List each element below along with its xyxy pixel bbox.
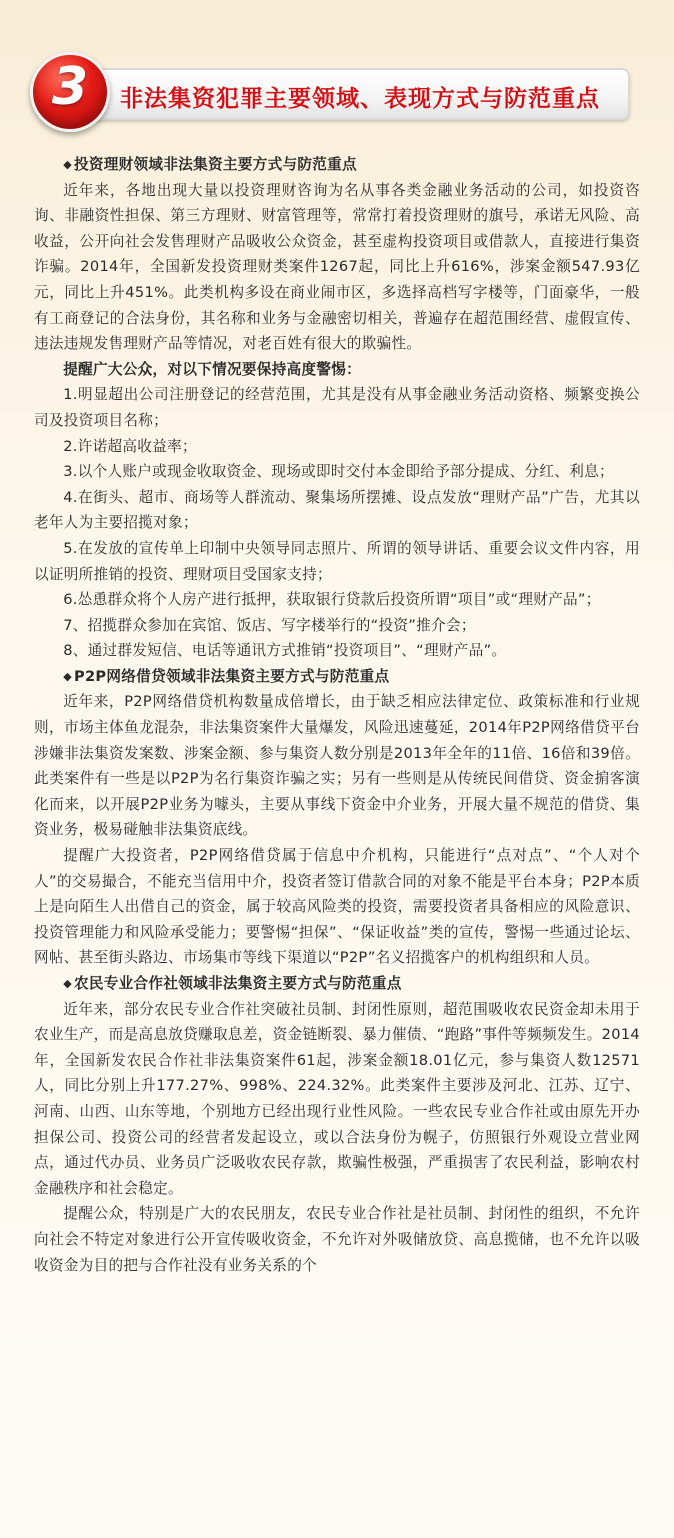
number-badge [30, 52, 110, 132]
subsection-heading [34, 152, 640, 178]
warning-item: 5.在发放的宣传单上印制中央领导同志照片、所谓的领导讲话、重要会议文件内容，用以证明所推销的投资、理财项目受国家支持； [34, 539, 640, 583]
paragraph: 近年来，P2P网络借贷机构数量成倍增长，由于缺乏相应法律定位、政策标准和行业规则，市场主体鱼龙混杂，非法集资案件大量爆发，风险迅速蔓延，2014年P2P网络借贷平台涉嫌非法集资发案数、涉案金额、参与集资人数分别是2013年全年的11倍、16倍和39倍。此类案件有一些是以P2P为名行集资诈骗之实；另有一些则是从传统民间借贷、资金掮客演化而来，以开展P2P业务为噱头，主要从事线下资金中介业务，开展大量不规范的借贷、集资业务，极易碰触非法集资底线。 [34, 693, 640, 839]
section-header [30, 52, 630, 136]
subsection-heading [34, 664, 640, 690]
warning-item: 1.明显超出公司注册登记的经营范围，尤其是没有从事金融业务活动资格、频繁变换公司及投资项目名称； [34, 386, 640, 429]
subsection-heading [34, 971, 640, 997]
article-body [34, 152, 640, 1278]
paragraph: 近年来，各地出现大量以投资理财咨询为名从事各类金融业务活动的公司，如投资咨询、非融资性担保、第三方理财、财富管理等，常常打着投资理财的旗号，承诺无风险、高收益，公开向社会发售理财产品吸收公众资金，甚至虚构投资项目或借款人，直接进行集资诈骗。2014年，全国新发投资理财类案件1267起，同比上升616%，涉案金额547.93亿元，同比上升451%。此类机构多设在商业闹市区，多选择高档写字楼等，门面豪华，一般有工商登记的合法身份，其名称和业务与金融密切相关，普遍存在超范围经营、虚假宣传、违法违规发售理财产品等情况，对老百姓有很大的欺骗性。 [34, 181, 640, 353]
warning-item: 8、通过群发短信、电话等通讯方式推销“投资项目”、“理财产品”。 [63, 642, 507, 660]
subsection-heading-text: 投资理财领域非法集资主要方式与防范重点 [73, 156, 357, 173]
diamond-icon: ◆ [63, 158, 72, 171]
paragraph: 提醒广大投资者，P2P网络借贷属于信息中介机构，只能进行“点对点”、“个人对个人”的交易撮合，不能充当信用中介，投资者签订借款合同的对象不能是平台本身；P2P本质上是向陌生人出借自己的资金，属于较高风险类的投资，需要投资者具备相应的风险意识、投资管理能力和风险承受能力；要警惕“担保”、“保证收益”类的宣传，警惕一些通过论坛、网帖、甚至街头路边、市场集市等线下渠道以“P2P”名义招揽客户的机构组织和人员。 [34, 847, 640, 967]
warning-item: 4.在街头、超市、商场等人群流动、聚集场所摆摊、设点发放“理财产品”广告，尤其以老年人为主要招揽对象； [34, 488, 640, 532]
warning-item: 2.许诺超高收益率； [63, 437, 197, 455]
section-title: 非法集资犯罪主要领域、表现方式与防范重点 [120, 86, 600, 112]
warning-item: 6.怂恿群众将个人房产进行抵押，获取银行贷款后投资所谓“项目”或“理财产品”； [63, 591, 601, 609]
subsection-heading-text: P2P网络借贷领域非法集资主要方式与防范重点 [73, 667, 390, 685]
section-number: 3 [51, 57, 89, 117]
subsection-heading-text: 农民专业合作社领域非法集资主要方式与防范重点 [73, 975, 402, 992]
paragraph: 近年来，部分农民专业合作社突破社员制、封闭性原则，超范围吸收农民资金却未用于农业生产，而是高息放贷赚取息差，资金链断裂、暴力催债、“跑路”事件等频频发生。2014年，全国新发农民合作社非法集资案件61起，涉案金额18.01亿元，参与集资人数12571人，同比分别上升177.27%、998%、224.32%。此类案件主要涉及河北、江苏、辽宁、河南、山西、山东等地，个别地方已经出现行业性风险。一些农民专业合作社或由原先开办担保公司、投资公司的经营者发起设立，或以合法身份为幌子，仿照银行外观设立营业网点，通过代办员、业务员广泛吸收农民存款，欺骗性极强，严重损害了农民利益，影响农村金融秩序和社会稳定。 [34, 1000, 640, 1197]
diamond-icon: ◆ [63, 669, 72, 683]
diamond-icon: ◆ [63, 977, 72, 990]
warning-intro: 提醒广大公众，对以下情况要保持高度警惕： [63, 360, 362, 378]
warning-item: 7、招揽群众参加在宾馆、饭店、写字楼举行的“投资”推介会； [63, 616, 476, 634]
warning-item: 3.以个人账户或现金收取资金、现场或即时交付本金即给予部分提成、分红、利息； [63, 463, 614, 481]
paragraph: 提醒公众，特别是广大的农民朋友，农民专业合作社是社员制、封闭性的组织，不允许向社会不特定对象进行公开宣传吸收资金，不允许对外吸储放贷、高息揽储，也不允许以吸收资金为目的把与合作社没有业务关系的个 [34, 1205, 640, 1274]
